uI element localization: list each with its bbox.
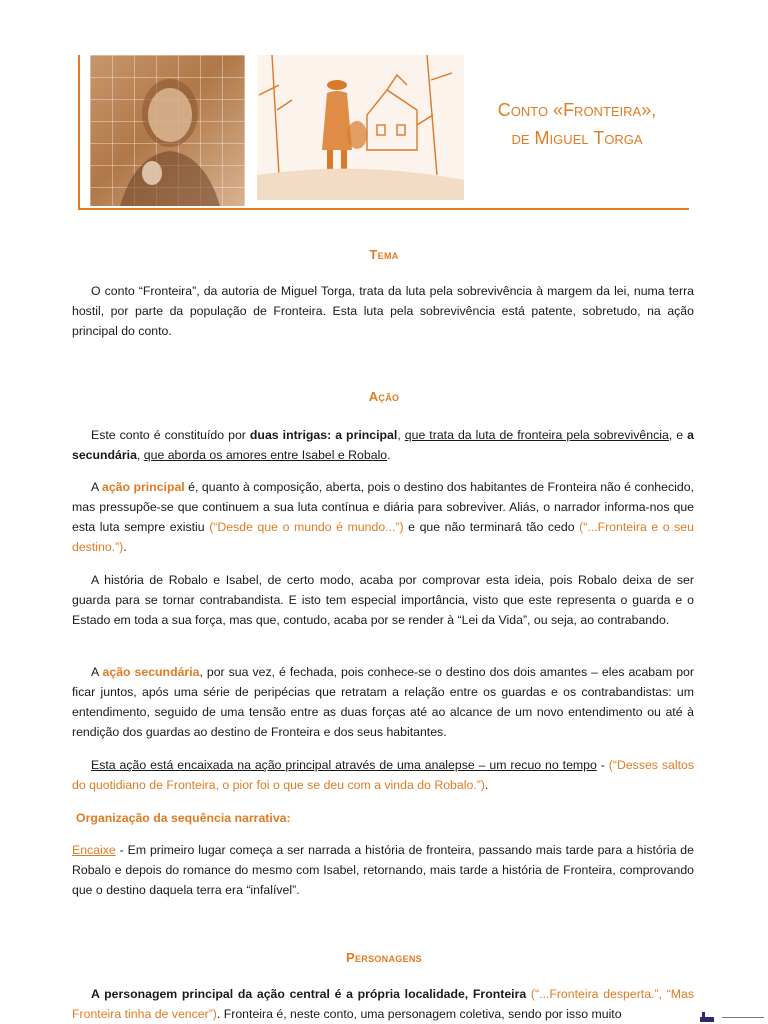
quote-text: (“Desses saltos do quotidiano de Fronteira, o pior foi o que se deu com a vinda do Robalo.”) xyxy=(72,758,694,792)
underlined-text: que aborda os amores entre Isabel e Robalo xyxy=(143,448,388,462)
page-footer-rule xyxy=(722,1017,764,1018)
document-title-line2: de Miguel Torga xyxy=(511,128,643,148)
acao-paragraph-3: A história de Robalo e Isabel, de certo modo, acaba por comprovar esta ideia, pois Robalo deixa de ser guarda para se tornar contrabandista. E isto tem especial importância, visto que este representa o guarda e o Estado em toda a sua força, mas que, contudo, acaba por se render à “Lei da Vida”, ou seja, ao contrabando. xyxy=(72,573,694,627)
bold-text: a secundária xyxy=(72,428,694,462)
highlight-term: ação principal xyxy=(101,480,185,494)
header-horizontal-rule xyxy=(78,208,689,210)
acao-paragraph-6: Encaixe - Em primeiro lugar começa a ser narrada a história de fronteira, passando mais tarde para a história de Robalo e depois do romance do mesmo com Isabel, retornando, mais tarde a história de Fronteira, comprovando que o destino daquela terra era “infalível”. xyxy=(72,843,694,897)
tema-paragraph: O conto “Fronteira”, da autoria de Miguel Torga, trata da luta pela sobrevivência à margem da lei, numa terra hostil, por parte da população de Fronteira. Esta luta pela sobrevivência está patente, sobretudo, na ação principal do conto. xyxy=(72,284,694,338)
header-vertical-rule xyxy=(78,55,80,209)
section-heading-personagens: Personagens xyxy=(346,950,422,965)
acao-paragraph-1: Este conto é constituído por duas intrigas: a principal, que trata da luta de fronteira pela sobrevivência, e a secundária, que aborda os amores entre Isabel e Robalo. xyxy=(72,428,694,462)
section-heading-tema: Tema xyxy=(369,247,399,262)
bold-text: duas intrigas: a principal xyxy=(249,428,398,442)
page-corner-icon xyxy=(700,1012,714,1022)
acao-paragraph-4: A ação secundária, por sua vez, é fechada, pois conhece-se o destino dos dois amantes – eles acabam por ficar juntos, após uma série de peripécias que retratam a relação entre os guardas e os contrabandistas: um entendimento, seguido de uma tensão entre as duas forças até ao alcance de um novo entendimento ou até à rendição dos guardas ao destino de Fronteira e dos seus habitantes. xyxy=(72,665,694,739)
quote-text: (“...Fronteira e o seu destino.”) xyxy=(72,520,694,554)
underlined-text: Esta ação está encaixada na ação principal através de uma analepse – um recuo no tempo xyxy=(91,758,597,772)
quote-text: (“...Fronteira desperta.”, “Mas Fronteira tinha de vencer”) xyxy=(72,987,694,1021)
section-heading-acao: Ação xyxy=(368,389,400,404)
acao-paragraph-5: Esta ação está encaixada na ação principal através de uma analepse – um recuo no tempo - (“Desses saltos do quotidiano de Fronteira, o pior foi o que se deu com a vinda do Robalo.”). xyxy=(72,758,694,792)
narrative-organization-subheading: Organização da sequência narrativa: xyxy=(76,811,291,825)
highlight-term: ação secundária xyxy=(102,665,200,679)
author-portrait-image xyxy=(90,55,245,206)
quote-text: (“Desde que o mundo é mundo...”) xyxy=(209,520,404,534)
document-title-line1: Conto «Fronteira», xyxy=(497,100,657,120)
personagens-paragraph: A personagem principal da ação central é a própria localidade, Fronteira (“...Fronteira desperta.”, “Mas Fronteira tinha de vencer”). Fronteira é, neste conto, uma personagem coletiva, sendo por isso muito xyxy=(72,987,694,1021)
winter-scene-illustration xyxy=(257,55,464,200)
document-title xyxy=(472,96,682,152)
acao-paragraph-2: A ação principal é, quanto à composição, aberta, pois o destino dos habitantes de Fronteira não é conhecido, mas pressupõe-se que continuem a sua luta contínua e diária para sobreviver. Aliás, o narrador informa-nos que esta luta sempre existiu (“Desde que o mundo é mundo...”) e que não terminará tão cedo (“...Fronteira e o seu destino.”). xyxy=(72,480,694,554)
underlined-text: que trata da luta de fronteira pela sobrevivência xyxy=(404,428,669,442)
encaixe-term: Encaixe xyxy=(72,843,116,857)
